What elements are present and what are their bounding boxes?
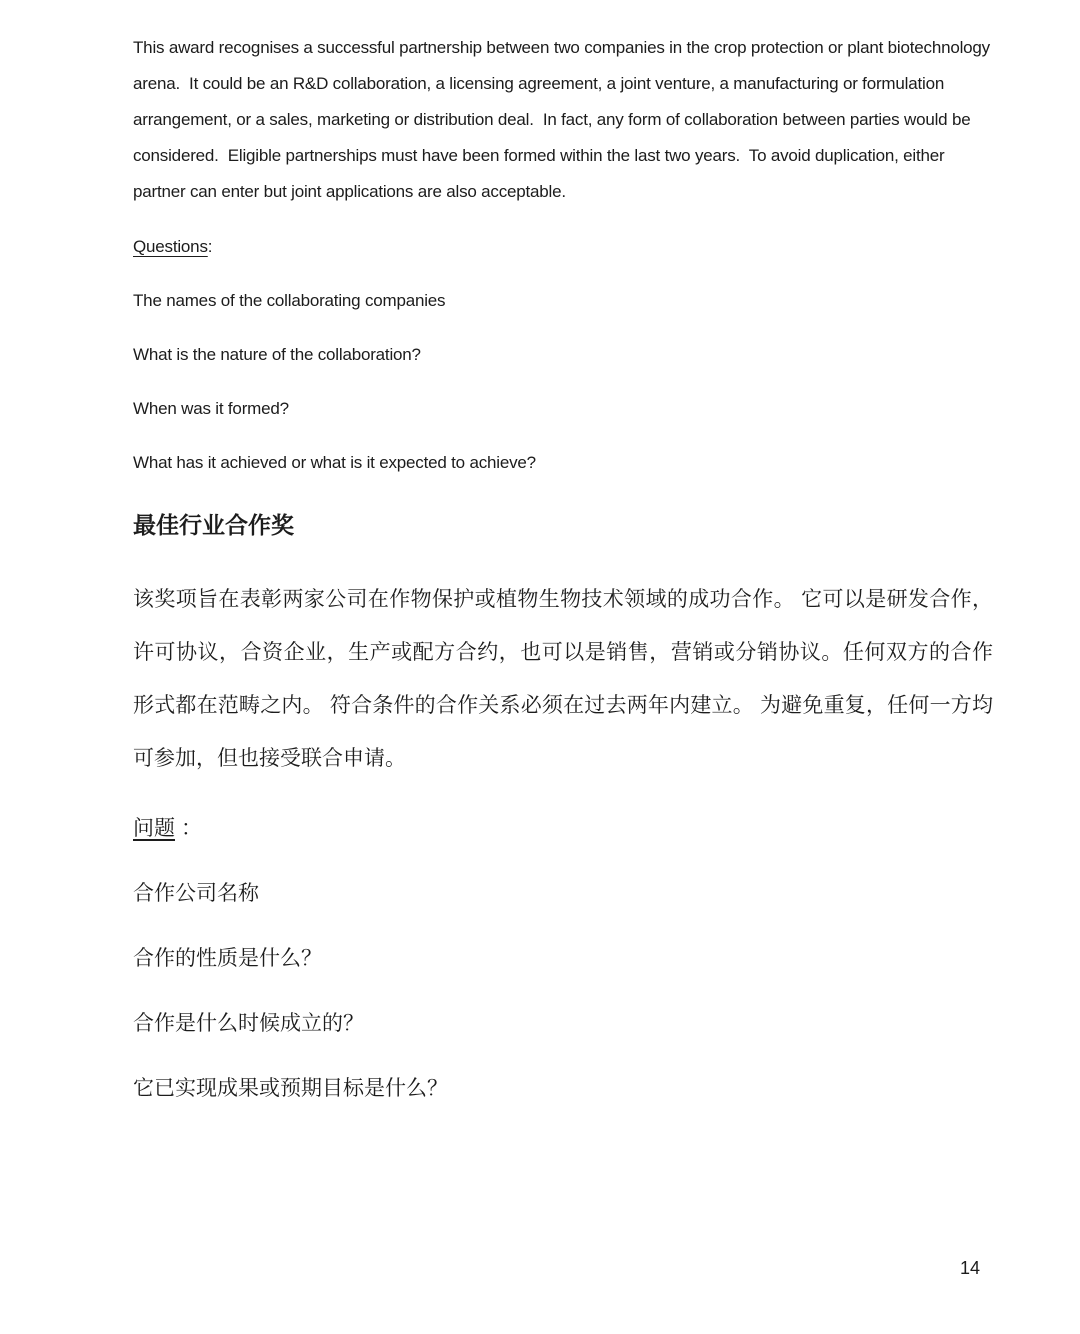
award-description-english: This award recognises a successful partnership between two companies in the crop protection or plant biotechnology arena. It could be an R&D collaboration, a licensing agreement, a joint venture, a manufacturing or formulation arrangement, or a sales, marketing or distribution deal. In fact, any form of collaboration between parties would be considered. Eligible partnerships must have been formed within the last two years. To avoid duplication, either partner can enter but joint applications are also acceptable. [133,38,995,201]
question-english-names: The names of the collaborating companies [133,291,446,310]
award-heading-chinese: 最佳行业合作奖 [133,512,294,538]
question-chinese-formed: 合作是什么时候成立的？ [133,1012,364,1035]
questions-colon-english: : [207,237,213,256]
question-english-achieved: What has it achieved or what is it expected to achieve? [133,453,536,472]
question-chinese-nature: 合作的性质是什么？ [133,947,322,970]
questions-heading-english [133,229,993,265]
question-english-nature: What is the nature of the collaboration? [133,345,421,364]
page-number: 14 [959,1258,980,1278]
question-english-formed: When was it formed? [133,399,289,418]
questions-colon-chinese: ： [181,817,202,840]
question-chinese-names: 合作公司名称 [133,882,259,905]
questions-label-english: Questions [133,237,208,256]
award-description-chinese: 该奖项旨在表彰两家公司在作物保护或植物生物技术领域的成功合作。 它可以是研发合作，许可协议，合资企业，生产或配方合约，也可以是销售，营销或分销协议。任何双方的合作形式都在范畴之内。 符合条件的合作关系必须在过去两年内建立。 为避免重复，任何一方均可参加，但也接受联合申请。 [133,588,993,770]
question-chinese-achieved: 它已实现成果或预期目标是什么？ [133,1077,448,1100]
questions-label-chinese: 问题 [133,817,175,840]
questions-heading-chinese [133,802,993,855]
document-content [133,30,993,1115]
